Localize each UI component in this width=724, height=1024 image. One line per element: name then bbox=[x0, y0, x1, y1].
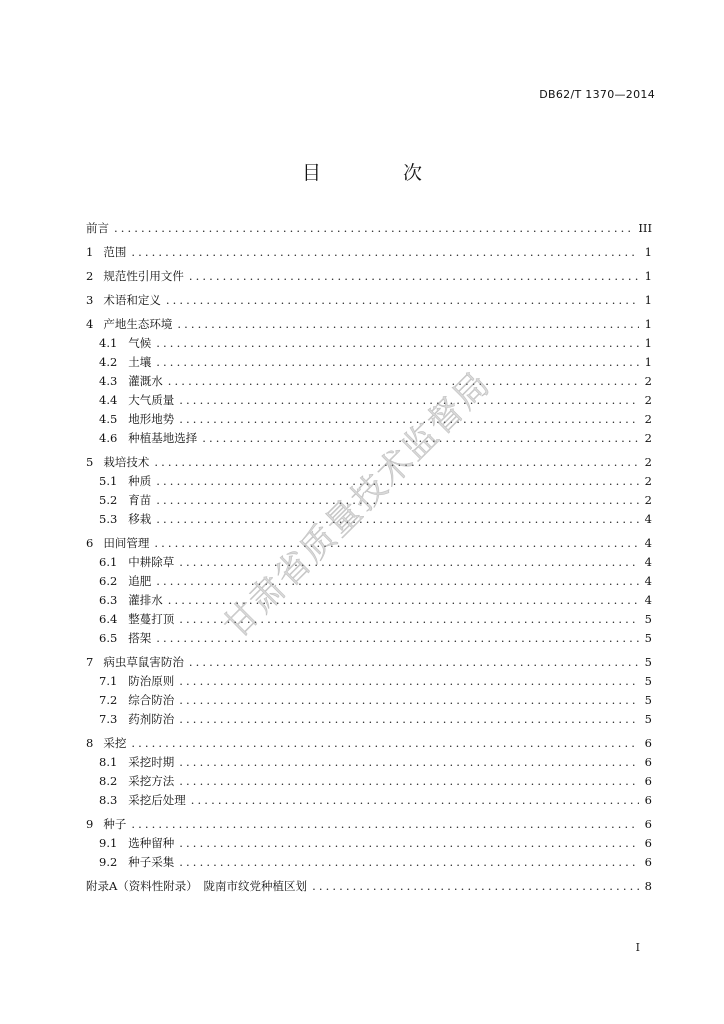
toc-entry-page: 1 bbox=[644, 317, 652, 331]
toc-entry-number: 9 bbox=[86, 817, 94, 831]
toc-entry-label: 搭架 bbox=[128, 631, 152, 645]
toc-entry-number: 1 bbox=[86, 245, 94, 259]
toc-subsection-entry[interactable] bbox=[86, 331, 652, 350]
toc-subsection-entry[interactable] bbox=[86, 350, 652, 369]
toc-dot-leader bbox=[179, 855, 639, 869]
toc-entry-label: 范围 bbox=[103, 245, 127, 259]
toc-entry-number: 7 bbox=[86, 655, 94, 669]
toc-subsection-entry[interactable] bbox=[86, 388, 652, 407]
toc-subsection-entry[interactable] bbox=[86, 831, 652, 850]
toc-entry-number: 8 bbox=[86, 736, 94, 750]
toc-entry-page: 5 bbox=[644, 631, 652, 645]
toc-dot-leader bbox=[179, 693, 639, 707]
toc-entry-number: 9.1 bbox=[99, 836, 118, 850]
toc-entry-label: 气候 bbox=[128, 336, 152, 350]
toc-entry-page: 6 bbox=[644, 793, 652, 807]
toc-entry-label: 栽培技术 bbox=[103, 455, 150, 469]
toc-entry-label: 选种留种 bbox=[128, 836, 175, 850]
toc-dot-leader bbox=[177, 317, 639, 331]
toc-entry-number: 6 bbox=[86, 536, 94, 550]
page-number: I bbox=[635, 941, 640, 954]
toc-entry-label: 种子 bbox=[103, 817, 127, 831]
toc-entry-label: 种植基地选择 bbox=[128, 431, 198, 445]
toc-dot-leader bbox=[114, 221, 633, 235]
toc-entry-label: 土壤 bbox=[128, 355, 152, 369]
toc-entry-page: 6 bbox=[644, 736, 652, 750]
toc-entry-label: 地形地势 bbox=[128, 412, 175, 426]
toc-entry-number: 6.5 bbox=[99, 631, 118, 645]
toc-subsection-entry[interactable] bbox=[86, 607, 652, 626]
toc-dot-leader bbox=[191, 793, 639, 807]
toc-dot-leader bbox=[131, 245, 639, 259]
toc-entry-page: 2 bbox=[644, 474, 652, 488]
toc-dot-leader bbox=[202, 431, 639, 445]
toc-chapter-entry[interactable] bbox=[86, 450, 652, 469]
toc-entry-label: 育苗 bbox=[128, 493, 152, 507]
toc-entry-number: 4.5 bbox=[99, 412, 118, 426]
toc-entry-number: 6.3 bbox=[99, 593, 118, 607]
toc-entry-label: 大气质量 bbox=[128, 393, 175, 407]
toc-entry-page: 6 bbox=[644, 774, 652, 788]
toc-dot-leader bbox=[179, 774, 639, 788]
toc-entry-number: 4 bbox=[86, 317, 94, 331]
toc-subsection-entry[interactable] bbox=[86, 788, 652, 807]
toc-entry-page: 1 bbox=[644, 245, 652, 259]
toc-entry-number: 7.1 bbox=[99, 674, 118, 688]
toc-entry-label: 采挖时期 bbox=[128, 755, 175, 769]
toc-entry-page: 1 bbox=[644, 355, 652, 369]
toc-entry-number: 4.3 bbox=[99, 374, 118, 388]
toc-entry-page: 4 bbox=[644, 512, 652, 526]
toc-subsection-entry[interactable] bbox=[86, 850, 652, 869]
toc-entry-number: 4.1 bbox=[99, 336, 118, 350]
toc-dot-leader bbox=[168, 593, 639, 607]
toc-subsection-entry[interactable] bbox=[86, 626, 652, 645]
toc-chapter-entry[interactable] bbox=[86, 731, 652, 750]
toc-dot-leader bbox=[168, 374, 639, 388]
toc-entry-number: 8.2 bbox=[99, 774, 118, 788]
toc-entry-page: 6 bbox=[644, 755, 652, 769]
toc-subsection-entry[interactable] bbox=[86, 550, 652, 569]
toc-dot-leader bbox=[156, 336, 639, 350]
toc-entry-label: 防治原则 bbox=[128, 674, 175, 688]
toc-dot-leader bbox=[156, 355, 639, 369]
toc-entry-number: 9.2 bbox=[99, 855, 118, 869]
toc-entry-number: 5 bbox=[86, 455, 94, 469]
toc-entry-page: 5 bbox=[644, 712, 652, 726]
toc-subsection-entry[interactable] bbox=[86, 407, 652, 426]
toc-entry-number: 6.1 bbox=[99, 555, 118, 569]
toc-entry-number: 7.3 bbox=[99, 712, 118, 726]
toc-subsection-entry[interactable] bbox=[86, 507, 652, 526]
toc-entry-label: 移栽 bbox=[128, 512, 152, 526]
toc-dot-leader bbox=[179, 755, 639, 769]
toc-entry-page: 2 bbox=[644, 393, 652, 407]
toc-entry-page: 2 bbox=[644, 431, 652, 445]
toc-entry-label: 灌排水 bbox=[128, 593, 163, 607]
toc-entry-page: 5 bbox=[644, 693, 652, 707]
toc-entry-page: 8 bbox=[644, 879, 652, 893]
toc-entry-page: 6 bbox=[644, 836, 652, 850]
toc-dot-leader bbox=[154, 455, 639, 469]
toc-entry-page: 1 bbox=[644, 336, 652, 350]
toc-entry-label: 病虫草鼠害防治 bbox=[103, 655, 184, 669]
toc-entry-page: 2 bbox=[644, 412, 652, 426]
toc-entry-label: 规范性引用文件 bbox=[103, 269, 184, 283]
toc-entry-page: 4 bbox=[644, 593, 652, 607]
toc-entry-label: 采挖方法 bbox=[128, 774, 175, 788]
toc-entry-number: 5.1 bbox=[99, 474, 118, 488]
toc-dot-leader bbox=[156, 631, 639, 645]
toc-entry-label: 田间管理 bbox=[103, 536, 150, 550]
toc-entry-label: 种质 bbox=[128, 474, 152, 488]
toc-entry-number: 3 bbox=[86, 293, 94, 307]
toc-chapter-entry[interactable] bbox=[86, 874, 652, 893]
toc-entry-label: 整蔓打顶 bbox=[128, 612, 175, 626]
toc-entry-label: 术语和定义 bbox=[103, 293, 161, 307]
toc-dot-leader bbox=[156, 474, 639, 488]
toc-entry-number: 4.4 bbox=[99, 393, 118, 407]
toc-entry-label: 采挖后处理 bbox=[128, 793, 186, 807]
toc-chapter-entry[interactable] bbox=[86, 812, 652, 831]
toc-subsection-entry[interactable] bbox=[86, 488, 652, 507]
toc-entry-page: 5 bbox=[644, 674, 652, 688]
toc-chapter-entry[interactable] bbox=[86, 531, 652, 550]
toc-chapter-entry[interactable] bbox=[86, 216, 652, 235]
toc-dot-leader bbox=[166, 293, 639, 307]
toc-chapter-entry[interactable] bbox=[86, 650, 652, 669]
toc-dot-leader bbox=[156, 574, 639, 588]
toc-chapter-entry[interactable] bbox=[86, 288, 652, 307]
toc-entry-number: 4.6 bbox=[99, 431, 118, 445]
toc-dot-leader bbox=[189, 655, 639, 669]
toc-entry-label: 综合防治 bbox=[128, 693, 175, 707]
toc-dot-leader bbox=[156, 493, 639, 507]
toc-dot-leader bbox=[154, 536, 639, 550]
toc-chapter-entry[interactable] bbox=[86, 312, 652, 331]
toc-entry-label: 灌溉水 bbox=[128, 374, 163, 388]
toc-dot-leader bbox=[179, 555, 639, 569]
toc-chapter-entry[interactable] bbox=[86, 264, 652, 283]
toc-entry-page: 2 bbox=[644, 493, 652, 507]
toc-entry-number: 8.3 bbox=[99, 793, 118, 807]
toc-subsection-entry[interactable] bbox=[86, 688, 652, 707]
toc-entry-label: 前言 bbox=[86, 221, 109, 235]
toc-dot-leader bbox=[131, 817, 639, 831]
toc-subsection-entry[interactable] bbox=[86, 588, 652, 607]
toc-chapter-entry[interactable] bbox=[86, 240, 652, 259]
toc-dot-leader bbox=[189, 269, 639, 283]
toc-dot-leader bbox=[312, 879, 639, 893]
toc-dot-leader bbox=[179, 712, 639, 726]
toc-entry-number: 6.4 bbox=[99, 612, 118, 626]
toc-entry-page: 1 bbox=[644, 269, 652, 283]
page-title: 目 次 bbox=[301, 162, 461, 184]
toc-dot-leader bbox=[179, 612, 639, 626]
toc-entry-page: 4 bbox=[644, 555, 652, 569]
toc-entry-label: 采挖 bbox=[103, 736, 127, 750]
toc-subsection-entry[interactable] bbox=[86, 469, 652, 488]
toc-subsection-entry[interactable] bbox=[86, 669, 652, 688]
toc-entry-label: 追肥 bbox=[128, 574, 152, 588]
toc-entry-number: 2 bbox=[86, 269, 94, 283]
toc-dot-leader bbox=[131, 736, 639, 750]
toc-entry-number: 7.2 bbox=[99, 693, 118, 707]
toc-dot-leader bbox=[179, 412, 639, 426]
document-code: DB62/T 1370—2014 bbox=[539, 88, 655, 101]
toc-entry-number: 5.2 bbox=[99, 493, 118, 507]
toc-dot-leader bbox=[179, 674, 639, 688]
toc-entry-number: 4.2 bbox=[99, 355, 118, 369]
toc-entry-label: 药剂防治 bbox=[128, 712, 175, 726]
toc-entry-page: 4 bbox=[644, 574, 652, 588]
toc-subsection-entry[interactable] bbox=[86, 750, 652, 769]
toc-dot-leader bbox=[156, 512, 639, 526]
toc-dot-leader bbox=[179, 836, 639, 850]
watermark: 甘肃省质量技术监督局 bbox=[216, 363, 499, 647]
toc-subsection-entry[interactable] bbox=[86, 426, 652, 445]
toc-entry-label: 附录A（资料性附录） 陇南市纹党种植区划 bbox=[86, 879, 308, 893]
toc-entry-page: 1 bbox=[644, 293, 652, 307]
toc-entry-page: III bbox=[638, 221, 652, 235]
toc-dot-leader bbox=[179, 393, 639, 407]
toc-entry-page: 5 bbox=[644, 655, 652, 669]
toc-entry-page: 5 bbox=[644, 612, 652, 626]
toc-entry-number: 8.1 bbox=[99, 755, 118, 769]
toc-entry-number: 5.3 bbox=[99, 512, 118, 526]
toc-entry-page: 6 bbox=[644, 855, 652, 869]
toc-entry-page: 2 bbox=[644, 374, 652, 388]
toc-entry-page: 4 bbox=[644, 536, 652, 550]
toc-subsection-entry[interactable] bbox=[86, 569, 652, 588]
toc-subsection-entry[interactable] bbox=[86, 369, 652, 388]
toc-entry-label: 产地生态环境 bbox=[103, 317, 173, 331]
toc-entry-label: 中耕除草 bbox=[128, 555, 175, 569]
toc-subsection-entry[interactable] bbox=[86, 707, 652, 726]
table-of-contents bbox=[86, 216, 652, 893]
toc-entry-label: 种子采集 bbox=[128, 855, 175, 869]
toc-entry-page: 6 bbox=[644, 817, 652, 831]
toc-entry-page: 2 bbox=[644, 455, 652, 469]
toc-subsection-entry[interactable] bbox=[86, 769, 652, 788]
toc-entry-number: 6.2 bbox=[99, 574, 118, 588]
